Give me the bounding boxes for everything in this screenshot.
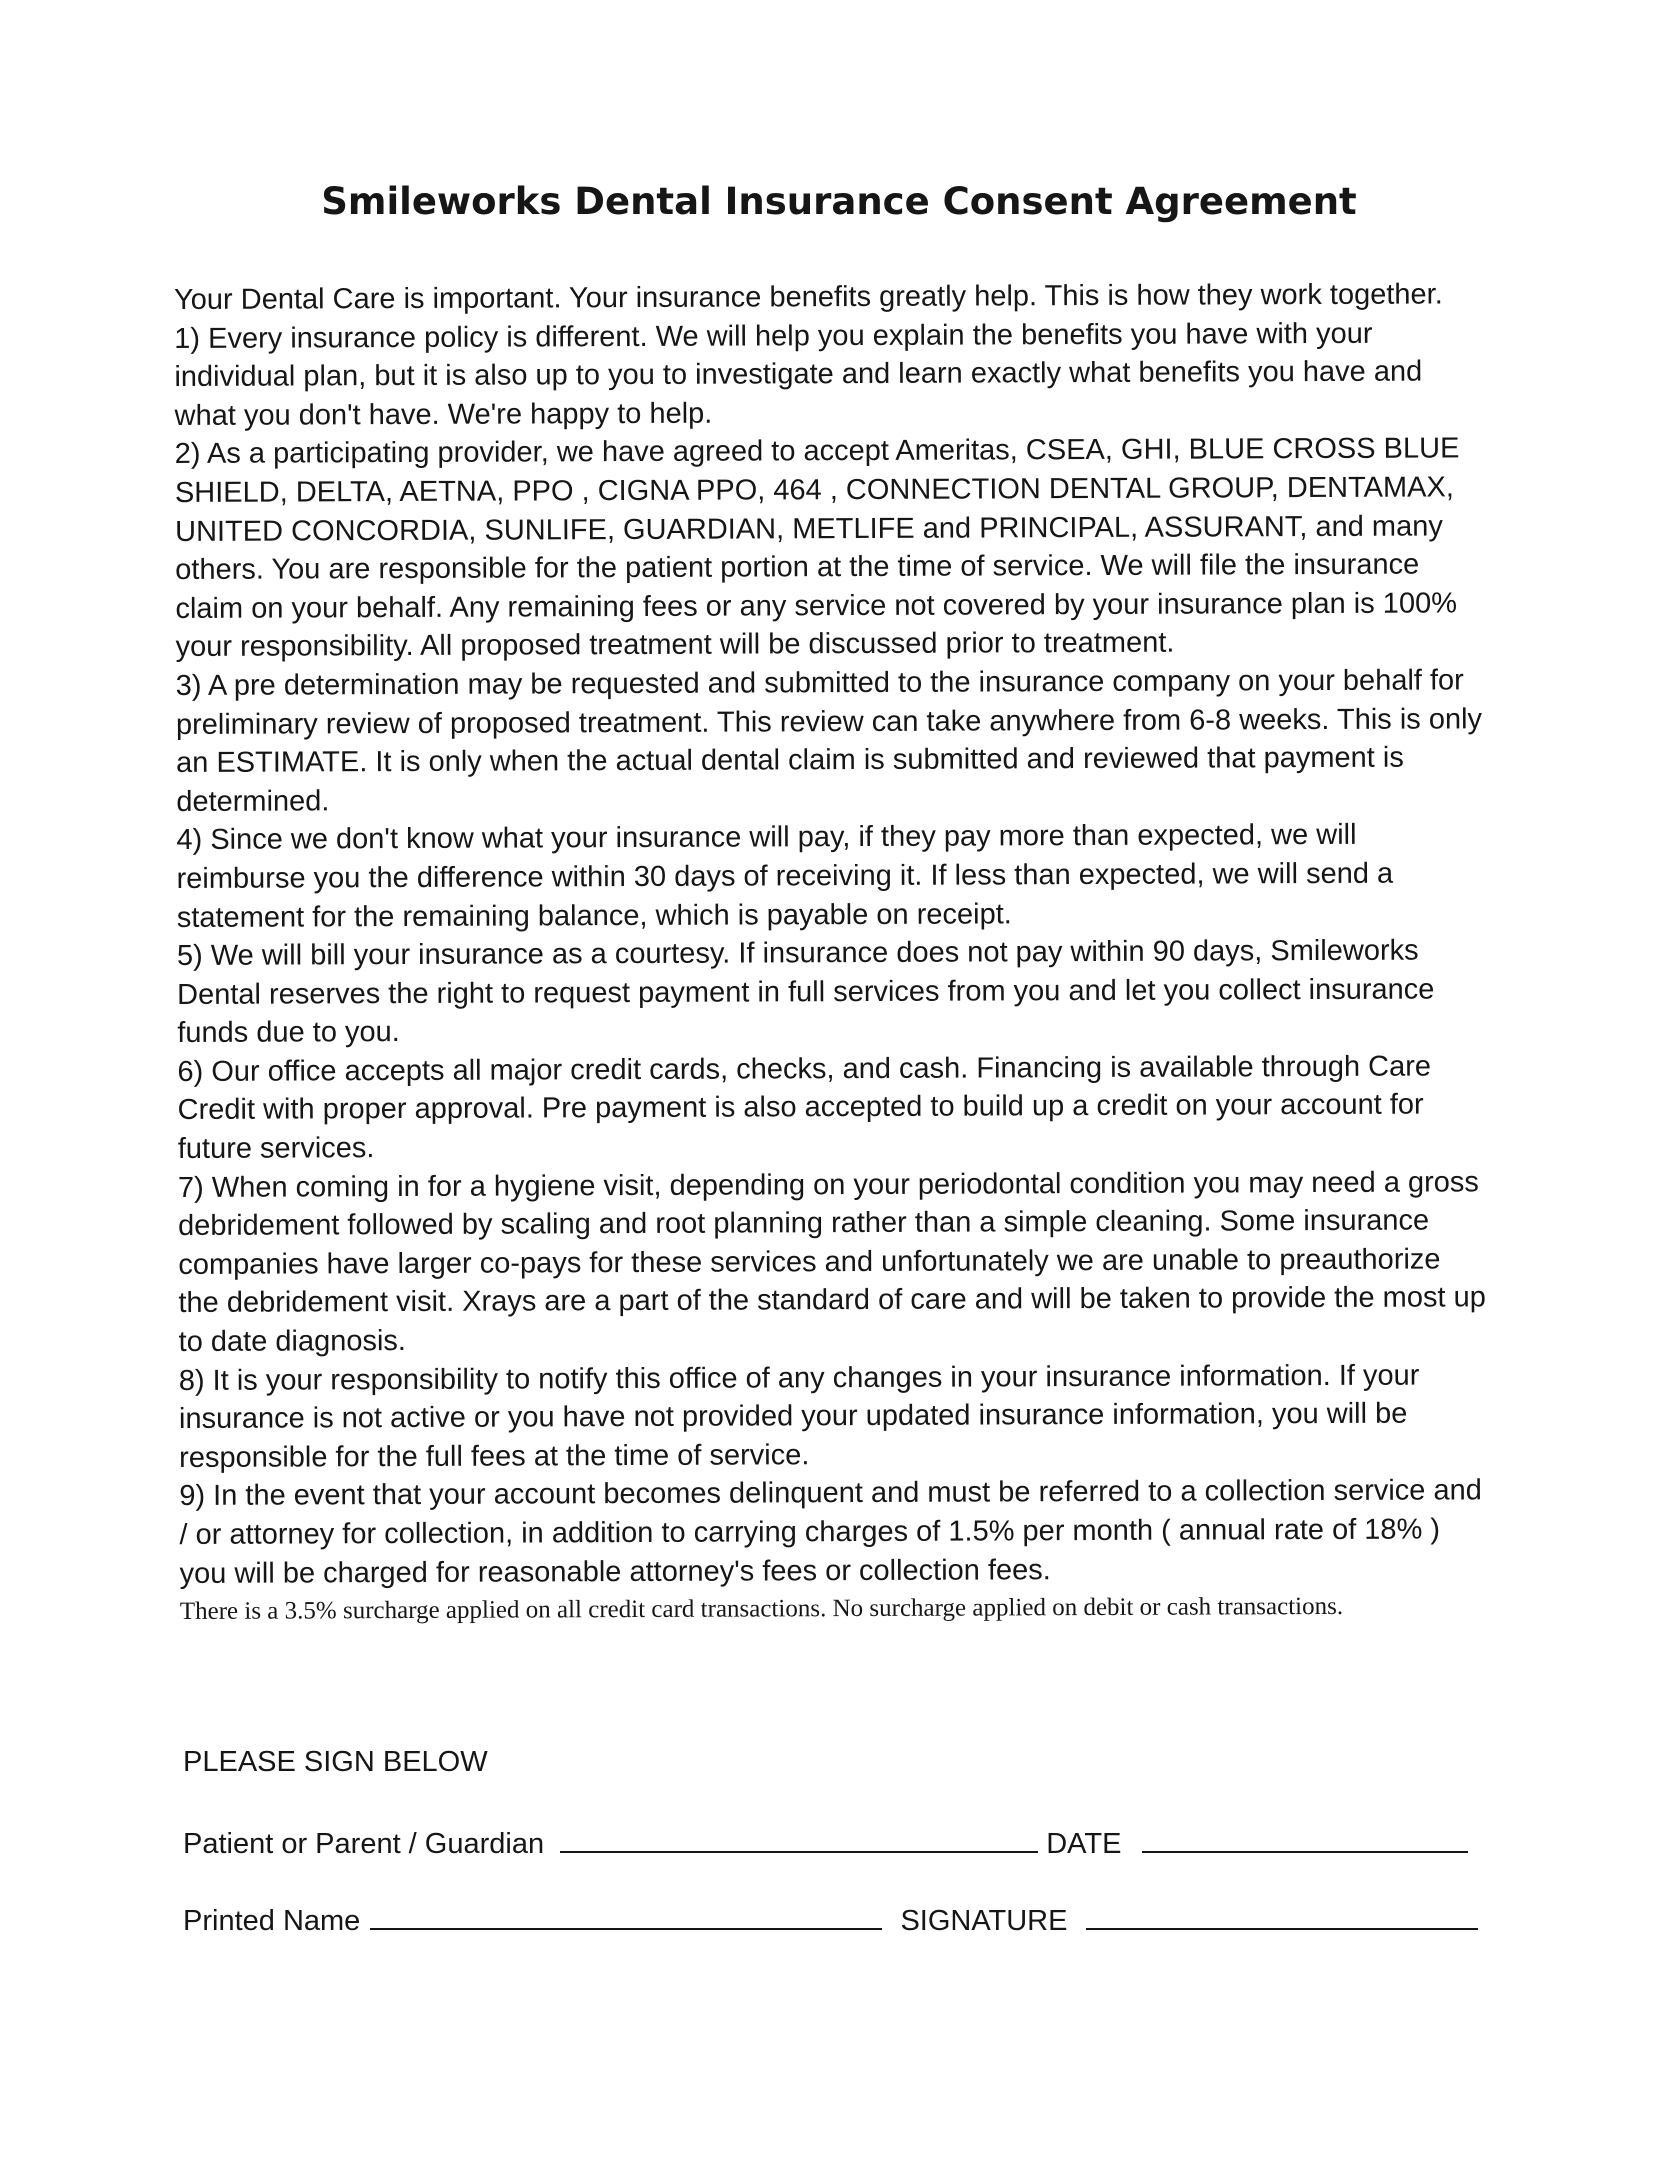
agreement-item-7: 7) When coming in for a hygiene visit, depending on your periodontal condition you may need a gross debridement followed by scaling and root planning rather than a simple cleaning. Some insurance companies have larger co-pays for these services and unfortunately we are unable to preauthorize the debridement visit. Xrays are a part of the standard of care and will be taken to provide the most up to date diagnosis. (177, 1165, 1486, 1359)
agreement-item-3: 3) A pre determination may be requested and submitted to the insurance company on your behalf for preliminary review of proposed treatment. This review can take anywhere from 6-8 weeks. This is only an ESTIMATE. It is only when the actual dental claim is submitted and reviewed that payment is determined. (175, 664, 1483, 818)
document-title: Smileworks Dental Insurance Consent Agreement (321, 180, 1357, 223)
signature-field[interactable] (1086, 1902, 1478, 1930)
intro-paragraph: Your Dental Care is important. Your insurance benefits greatly help. This is how they work together. (174, 278, 1443, 316)
agreement-item-6: 6) Our office accepts all major credit cards, checks, and cash. Financing is available through Care Credit with proper approval. Pre payment is also accepted to build up a credit on your account for future services. (177, 1050, 1432, 1166)
patient-signature-row (183, 1825, 1468, 1861)
date-label: DATE (1046, 1828, 1122, 1860)
printed-name-row (183, 1902, 1478, 1938)
patient-guardian-label: Patient or Parent / Guardian (183, 1828, 545, 1860)
agreement-item-1: 1) Every insurance policy is different. We will help you explain the benefits you have with your individual plan, but it is also up to you to investigate and learn exactly what benefits you have and what you don't have. We're happy to help. (174, 317, 1423, 432)
signature-label: SIGNATURE (900, 1905, 1068, 1937)
agreement-item-9: 9) In the event that your account becomes delinquent and must be referred to a collection service and / or attorney for collection, in addition to carrying charges of 1.5% per month ( annual rate of 18% ) you will be charged for reasonable attorney's fees or collection fees. (179, 1474, 1482, 1590)
agreement-item-5: 5) We will bill your insurance as a courtesy. If insurance does not pay within 90 days, Smileworks Dental reserves the right to request payment in full services from you and let you collect insurance funds due to you. (176, 934, 1435, 1050)
printed-name-label: Printed Name (183, 1905, 361, 1937)
patient-guardian-field[interactable] (560, 1825, 1038, 1853)
printed-name-field[interactable] (370, 1902, 882, 1930)
date-field[interactable] (1142, 1825, 1468, 1853)
surcharge-note: There is a 3.5% surcharge applied on all credit card transactions. No surcharge applied on debit or cash transactions. (179, 1593, 1344, 1626)
sign-below-heading: PLEASE SIGN BELOW (183, 1746, 488, 1778)
agreement-item-4: 4) Since we don't know what your insurance will pay, if they pay more than expected, we will reimburse you the difference within 30 days of receiving it. If less than expected, we will send a statement for the remaining balance, which is payable on receipt. (176, 819, 1394, 934)
agreement-item-2: 2) As a participating provider, we have agreed to accept Ameritas, CSEA, GHI, BLUE CROSS BLUE SHIELD, DELTA, AETNA, PPO , CIGNA PPO, 464 , CONNECTION DENTAL GROUP, DENTAMAX, UNITED CONCORDIA, SUNLIFE, GUARDIAN, METLIFE and PRINCIPAL, ASSURANT, and many others. You are responsible for the patient portion at the time of service. We will file the insurance claim on your behalf. Any remaining fees or any service not covered by your insurance plan is 100% your responsibility. All proposed treatment will be discussed prior to treatment. (174, 432, 1460, 664)
agreement-body (174, 275, 1490, 1631)
agreement-item-8: 8) It is your responsibility to notify this office of any changes in your insurance information. If your insurance is not active or you have not provided your updated insurance information, you will be responsible for the full fees at the time of service. (178, 1359, 1420, 1474)
